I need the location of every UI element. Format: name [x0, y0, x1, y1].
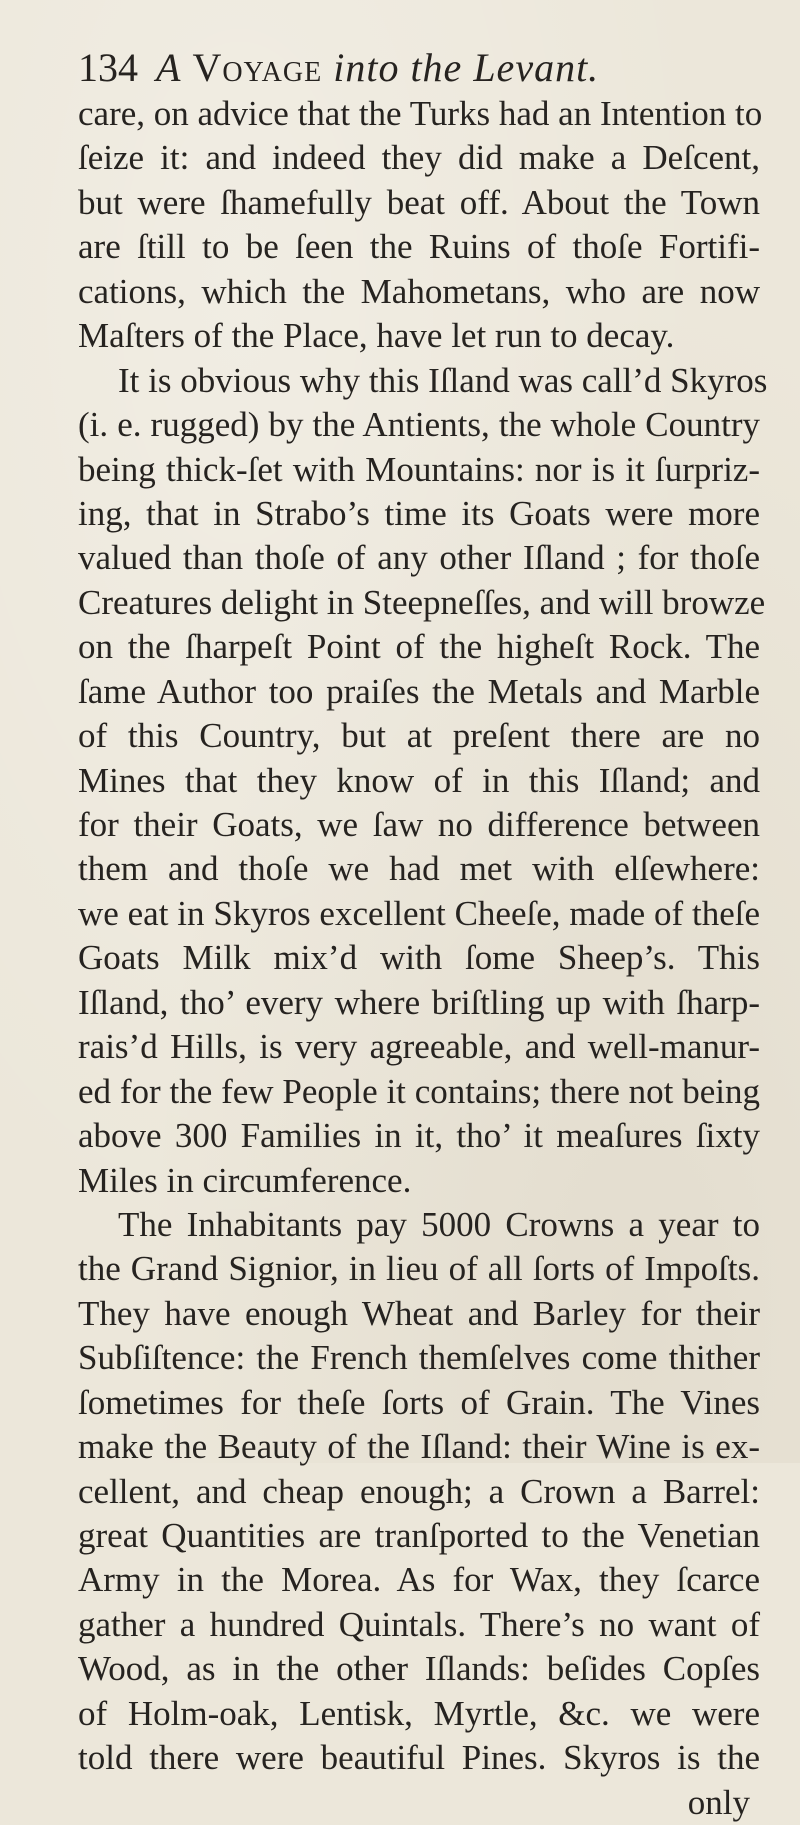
text-line: for their Goats, we ſaw no difference between: [78, 805, 760, 844]
text-line: Wood, as in the other Iſlands: beſides Copſes: [78, 1649, 760, 1689]
text-line: but were ſhamefully beat off. About the Town: [78, 182, 760, 222]
text-line: cellent, and cheap enough; a Crown a Barrel:: [78, 1471, 760, 1511]
text-line: care, on advice that the Turks had an Intention to: [78, 94, 763, 133]
text-line: on the ſharpeſt Point of the higheſt Rock. The: [78, 627, 760, 667]
text-line: ſometimes for theſe ſorts of Grain. The Vines: [78, 1382, 760, 1422]
running-title-word: Voyage: [192, 45, 323, 90]
running-title-rest: into the Levant.: [333, 45, 600, 90]
text-line: They have enough Wheat and Barley for their: [78, 1293, 760, 1333]
running-title: [156, 44, 599, 92]
text-line: cations, which the Mahometans, who are now: [78, 271, 760, 311]
text-line: Creatures delight in Steepneſſes, and will browze: [78, 582, 766, 622]
text-line: make the Beauty of the Iſland: their Wine is ex-: [78, 1427, 760, 1467]
text-line: great Quantities are tranſported to the Venetian: [78, 1516, 760, 1555]
running-title-article: A: [156, 45, 182, 90]
text-line: them and thoſe we had met with elſewhere:: [78, 849, 760, 889]
page-number: 134: [78, 45, 138, 90]
text-line: above 300 Families in it, tho’ it meaſures ſixty: [78, 1116, 760, 1156]
text-line: Army in the Morea. As for Wax, they ſcarce: [78, 1560, 760, 1600]
text-line: Subſiſtence: the French themſelves come thither: [78, 1338, 760, 1378]
text-line: ſeize it: and indeed they did make a Deſcent,: [78, 138, 760, 178]
text-line: (i. e. rugged) by the Antients, the whole Country: [78, 405, 760, 445]
text-line: ed for the few People it contains; there not being: [78, 1071, 760, 1111]
text-line: of Holm-oak, Lentisk, Myrtle, &c. we were: [78, 1693, 760, 1733]
text-line: ſame Author too praiſes the Metals and Marble: [78, 671, 760, 711]
text-line: the Grand Signior, in lieu of all ſorts of Impoſts.: [78, 1249, 760, 1289]
text-line: we eat in Skyros excellent Cheeſe, made of theſe: [78, 893, 760, 933]
text-line: Maſters of the Place, have let run to decay.: [78, 316, 675, 356]
text-line: Goats Milk mix’d with ſome Sheep’s. This: [78, 938, 760, 978]
text-line: are ſtill to be ſeen the Ruins of thoſe Fortifi-: [78, 227, 760, 267]
catchword: only: [687, 1782, 750, 1822]
text-line: Miles in circumference.: [78, 1160, 412, 1200]
text-line: gather a hundred Quintals. There’s no want of: [78, 1604, 760, 1644]
text-line: Mines that they know of in this Iſland; and: [78, 760, 760, 800]
body-text: [78, 92, 768, 1781]
text-line: Iſland, tho’ every where briſtling up with ſharp-: [78, 982, 760, 1022]
text-line: valued than thoſe of any other Iſland ; for thoſe: [78, 538, 760, 578]
text-line: being thick-ſet with Mountains: nor is it ſurpriz-: [78, 449, 760, 489]
text-line: It is obvious why this Iſland was call’d Skyros: [118, 360, 768, 400]
text-line: rais’d Hills, is very agreeable, and well-manur-: [78, 1027, 760, 1067]
text-line: told there were beautiful Pines. Skyros is the: [78, 1738, 760, 1778]
text-line: ing, that in Strabo’s time its Goats were more: [78, 493, 760, 533]
running-head: [78, 44, 760, 92]
text-line: The Inhabitants pay 5000 Crowns a year to: [118, 1204, 760, 1244]
text-line: of this Country, but at preſent there are no: [78, 716, 760, 756]
